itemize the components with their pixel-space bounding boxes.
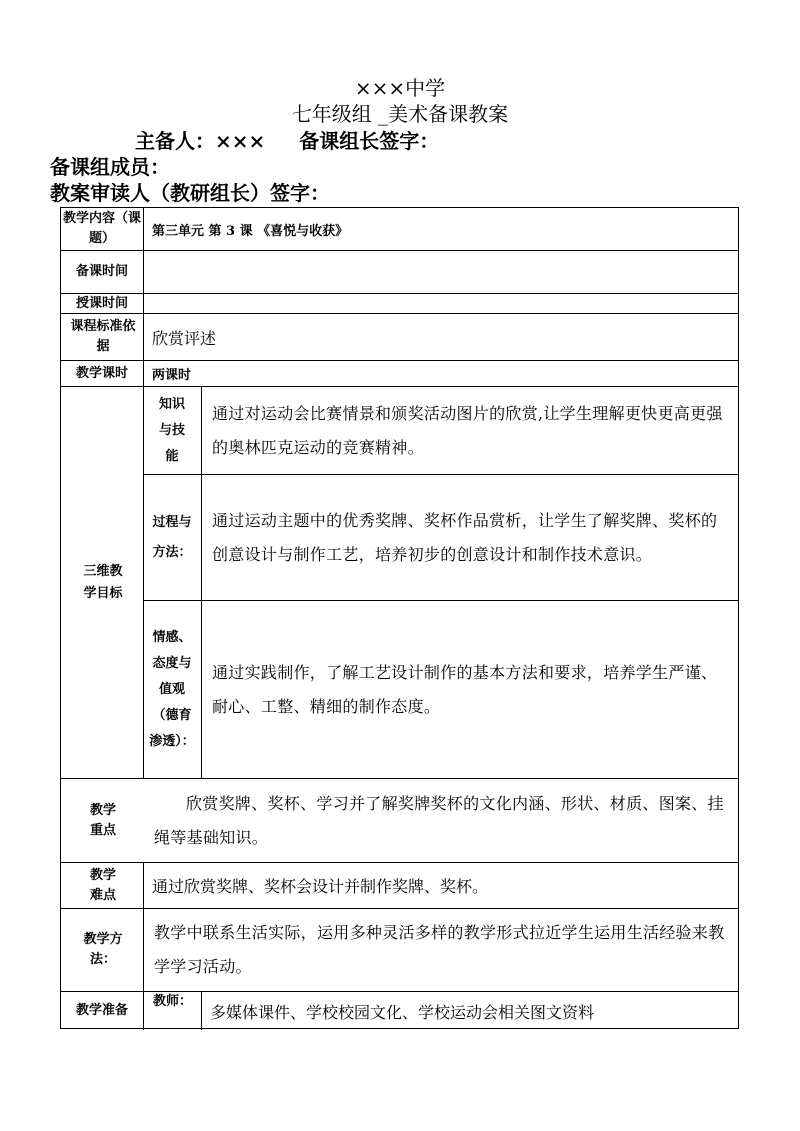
- standard-label: 课程标准依据: [70, 319, 136, 354]
- preparer: 主备人：×××: [135, 129, 266, 153]
- difficulty-text: 通过欣赏奖牌、奖杯会设计并制作奖牌、奖杯。: [152, 877, 489, 896]
- difficulty-label: 教学难点: [89, 867, 116, 903]
- key-text: 欣赏奖牌、奖杯、学习并了解奖牌奖杯的文化内涵、形状、材质、图案、挂绳等基础知识。: [154, 793, 724, 847]
- goal2-text: 通过运动主题中的优秀奖牌、奖杯作品赏析，让学生了解奖牌、奖杯的创意设计与制作工艺，培养初步的创意设计和制作技术意识。: [212, 510, 718, 564]
- goal3-text: 通过实践制作，了解工艺设计制作的基本方法和要求，培养学生严谨、耐心、工整、精细的制作态度。: [212, 662, 718, 716]
- group-title: 七年级组 _美术备课教案: [291, 102, 509, 126]
- leader-sign: 备课组长签字：: [299, 129, 440, 153]
- prep-text: 多媒体课件、学校校园文化、学校运动会相关图文资料: [210, 1002, 595, 1022]
- goals-label: 三维教学目标: [83, 563, 123, 601]
- hours-label: 教学课时: [75, 365, 128, 381]
- goal1-label: 知识与技能: [158, 396, 185, 464]
- members-line: 备课组成员：: [50, 155, 170, 179]
- teach-time-label: 授课时间: [75, 295, 128, 311]
- lesson-plan-table: [60, 207, 739, 1029]
- prep-time-label: 备课时间: [75, 264, 128, 279]
- method-text: 教学中联系生活实际，运用多种灵活多样的教学形式拉近学生运用生活经验来教学学习活动。: [154, 923, 725, 976]
- key-label: 教学重点: [89, 802, 116, 838]
- school-name: ×××中学: [354, 76, 446, 100]
- hours-value: 两课时: [152, 368, 192, 383]
- goal3-label: 情感、态度与值观（德育渗透）：: [149, 629, 195, 749]
- teach-time-value: [144, 294, 740, 313]
- reviewer-line: 教案审读人（教研组长）签字：: [50, 181, 330, 205]
- goal2-label: 过程与方法：: [152, 514, 192, 560]
- teacher-label: 教师：: [152, 994, 192, 1009]
- goal1-text: 通过对运动会比赛情景和颁奖活动图片的欣赏,让学生理解更快更高更强的奥林匹克运动的竞赛精神。: [212, 403, 723, 457]
- method-label: 教学方法：: [83, 932, 123, 967]
- content-label: 教学内容（课题）: [62, 211, 141, 246]
- prep-label: 教学准备: [75, 1003, 128, 1018]
- prep-time-value: [144, 251, 740, 293]
- preparer-line: [135, 128, 439, 154]
- standard-value: 欣赏评述: [152, 328, 217, 348]
- content-value: 第三单元 第 3 课 《喜悦与收获》: [152, 223, 349, 239]
